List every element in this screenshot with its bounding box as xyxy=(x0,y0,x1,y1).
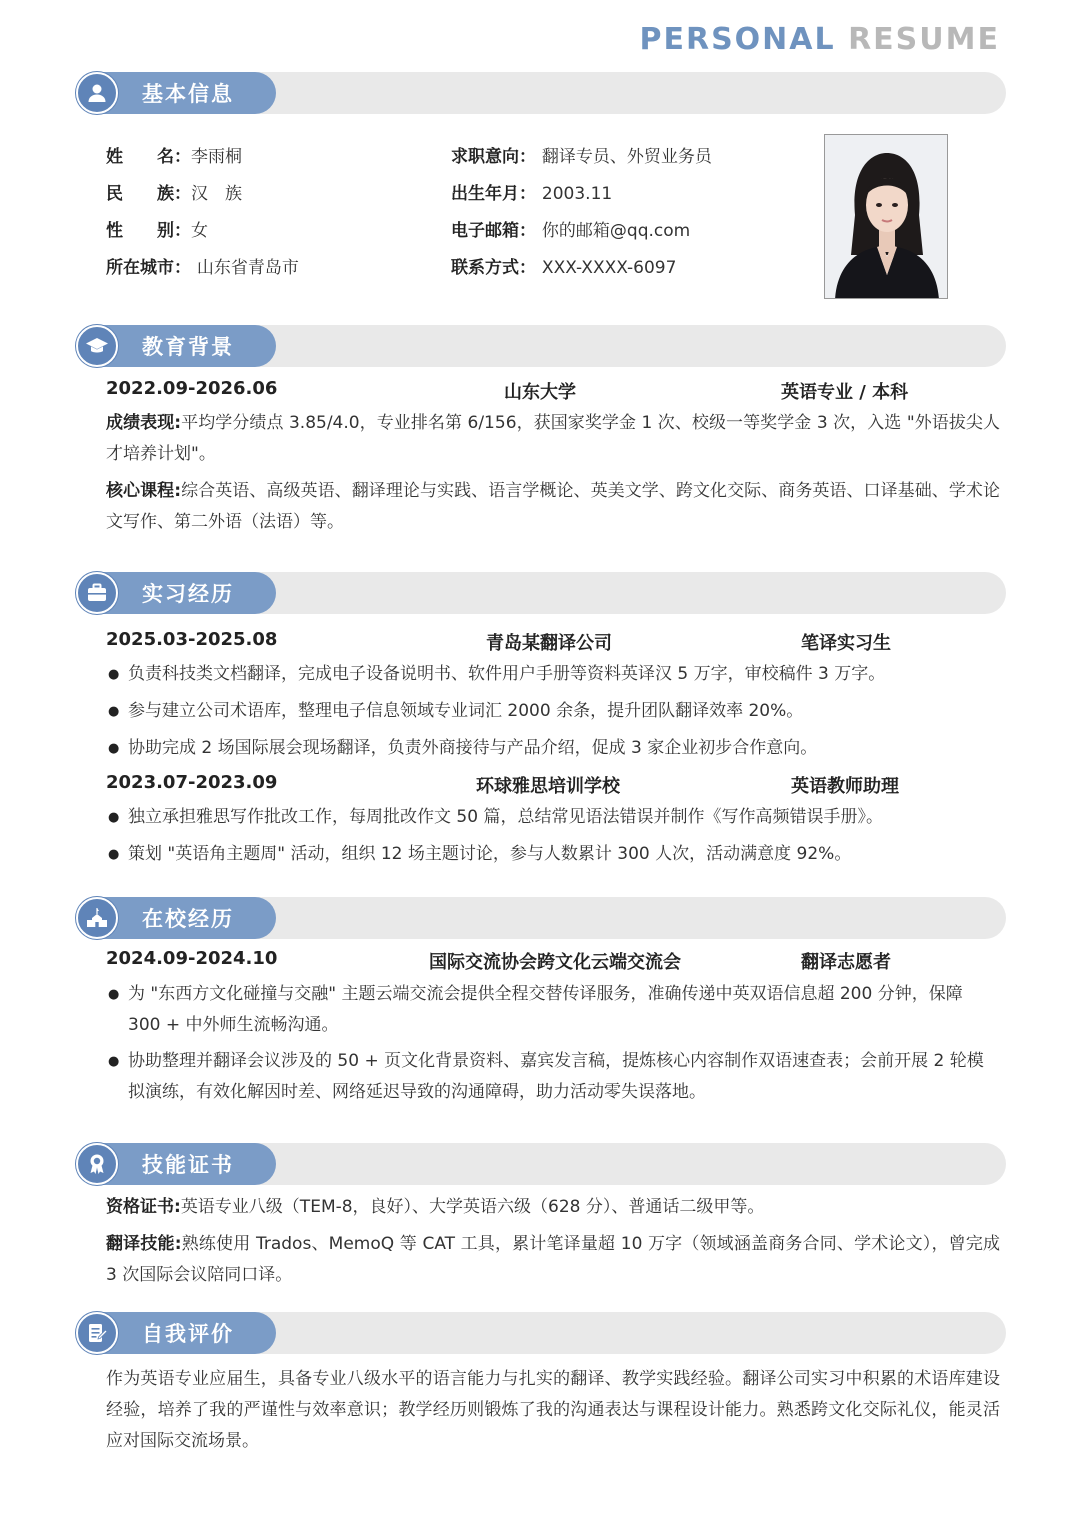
skills-translation xyxy=(106,1229,1000,1291)
section-header-campus xyxy=(76,897,1006,939)
email-label: 电子邮箱 xyxy=(451,221,519,241)
cert-label: 资格证书: xyxy=(106,1197,181,1217)
grades-label: 成绩表现: xyxy=(106,413,182,433)
education-courses xyxy=(106,476,1000,538)
name-row: 姓 名：李雨桐 xyxy=(106,147,242,167)
list-item: ● 策划 "英语角主题周" 活动，组织 12 场主题讨论，参与人数累计 300 人次，活动满意度 92%。 xyxy=(108,839,1000,870)
job-value: 翻译专员、外贸业务员 xyxy=(541,147,712,167)
courses-text: 综合英语、高级英语、翻译理论与实践、语言学概论、英美文学、跨文化交际、商务英语、口译基础、学术论文写作、第二外语（法语）等。 xyxy=(106,481,1000,532)
internship-row xyxy=(106,629,1000,659)
resume-title xyxy=(639,22,1000,57)
city-row: 所在城市： 山东省青岛市 xyxy=(106,258,299,278)
list-item: ● 协助整理并翻译会议涉及的 50 + 页文化背景资料、嘉宾发言稿，提炼核心内容制作双语速查表；会前开展 2 轮模拟演练，有效化解因时差、网络延迟导致的沟通障碍，助力活动零失误落地。 xyxy=(108,1046,1000,1108)
self-evaluation-text: 作为英语专业应届生，具备专业八级水平的语言能力与扎实的翻译、教学实践经验。翻译公司实习中积累的术语库建设经验，培养了我的严谨性与效率意识；教学经历则锻炼了我的沟通表达与课程设计能力。熟悉跨文化交际礼仪，能灵活应对国际交流场景。 xyxy=(106,1369,1000,1451)
gender-row: 性 别：女 xyxy=(106,221,208,241)
gender-label: 性 别 xyxy=(106,221,174,241)
skills-cert xyxy=(106,1192,1000,1223)
section-header-basic xyxy=(76,72,1006,114)
internship-period: 2025.03-2025.08 xyxy=(106,629,278,650)
translation-text: 熟练使用 Trados、MemoQ 等 CAT 工具，累计笔译量超 10 万字（领域涵盖商务合同、学术论文），曾完成 3 次国际会议陪同口译。 xyxy=(106,1234,1000,1285)
profile-photo xyxy=(824,134,948,299)
resume-title-part2: RESUME xyxy=(848,22,1000,57)
list-item: ● 独立承担雅思写作批改工作，每周批改作文 50 篇，总结常见语法错误并制作《写作高频错误手册》。 xyxy=(108,802,1000,833)
gender-value: 女 xyxy=(191,221,208,241)
grades-text: 平均学分绩点 3.85/4.0，专业排名第 6/156，获国家奖学金 1 次、校级一等奖学金 3 次，入选 "外语拔尖人才培养计划"。 xyxy=(106,413,1000,464)
cert-text: 英语专业八级（TEM-8，良好）、大学英语六级（628 分）、普通话二级甲等。 xyxy=(180,1197,765,1217)
section-title-campus: 在校经历 xyxy=(142,907,234,931)
internship-role: 英语教师助理 xyxy=(791,776,899,797)
city-label: 所在城市 xyxy=(106,258,174,278)
phone-value: XXX-XXXX-6097 xyxy=(541,258,677,278)
education-row xyxy=(106,378,1000,408)
internship-row xyxy=(106,772,1000,802)
list-item: ● 协助完成 2 场国际展会现场翻译，负责外商接待与产品介绍，促成 3 家企业初步合作意向。 xyxy=(108,733,1000,764)
birth-row: 出生年月： 2003.11 xyxy=(451,184,613,204)
section-title-basic: 基本信息 xyxy=(142,82,234,106)
internship-period: 2023.07-2023.09 xyxy=(106,772,278,793)
education-major: 英语专业 / 本科 xyxy=(781,382,909,403)
phone-label: 联系方式 xyxy=(451,258,519,278)
resume-title-part1: PERSONAL xyxy=(639,22,836,57)
education-school: 山东大学 xyxy=(504,382,576,403)
education-period: 2022.09-2026.06 xyxy=(106,378,278,399)
phone-row: 联系方式： XXX-XXXX-6097 xyxy=(451,258,677,278)
section-title-education: 教育背景 xyxy=(142,335,234,359)
campus-role: 翻译志愿者 xyxy=(801,952,891,973)
award-ribbon-icon xyxy=(76,1143,118,1185)
campus-period: 2024.09-2024.10 xyxy=(106,948,278,969)
ethnicity-label: 民 族 xyxy=(106,184,174,204)
list-item: ● 负责科技类文档翻译，完成电子设备说明书、软件用户手册等资料英译汉 5 万字，审校稿件 3 万字。 xyxy=(108,659,1000,690)
briefcase-icon xyxy=(76,572,118,614)
internship-org: 青岛某翻译公司 xyxy=(486,633,612,654)
graduation-cap-icon xyxy=(76,325,118,367)
internship-org: 环球雅思培训学校 xyxy=(476,776,620,797)
internship-role: 笔译实习生 xyxy=(801,633,891,654)
job-label: 求职意向 xyxy=(451,147,519,167)
name-label: 姓 名 xyxy=(106,147,174,167)
section-header-education xyxy=(76,325,1006,367)
birth-label: 出生年月 xyxy=(451,184,519,204)
school-building-icon xyxy=(76,897,118,939)
campus-org: 国际交流协会跨文化云端交流会 xyxy=(429,952,681,973)
city-value: 山东省青岛市 xyxy=(196,258,299,278)
section-title-self: 自我评价 xyxy=(142,1322,234,1346)
ethnicity-value: 汉 族 xyxy=(191,184,242,204)
translation-label: 翻译技能: xyxy=(106,1234,182,1254)
list-item: ● 参与建立公司术语库，整理电子信息领域专业词汇 2000 余条，提升团队翻译效率 20%。 xyxy=(108,696,1000,727)
job-row: 求职意向： 翻译专员、外贸业务员 xyxy=(451,147,712,167)
section-header-skills xyxy=(76,1143,1006,1185)
section-header-internship xyxy=(76,572,1006,614)
birth-value: 2003.11 xyxy=(541,184,613,204)
name-value: 李雨桐 xyxy=(191,147,242,167)
email-value: 你的邮箱@qq.com xyxy=(541,221,691,241)
section-title-skills: 技能证书 xyxy=(142,1153,234,1177)
courses-label: 核心课程: xyxy=(106,481,182,501)
campus-row xyxy=(106,948,1000,978)
list-item: ● 为 "东西方文化碰撞与交融" 主题云端交流会提供全程交替传译服务，准确传递中英双语信息超 200 分钟，保障 300 + 中外师生流畅沟通。 xyxy=(108,979,1000,1041)
person-icon xyxy=(76,72,118,114)
education-grades xyxy=(106,408,1000,470)
section-title-internship: 实习经历 xyxy=(142,582,234,606)
notepad-pen-icon xyxy=(76,1312,118,1354)
section-header-self xyxy=(76,1312,1006,1354)
ethnicity-row: 民 族：汉 族 xyxy=(106,184,242,204)
email-row: 电子邮箱： 你的邮箱@qq.com xyxy=(451,221,691,241)
